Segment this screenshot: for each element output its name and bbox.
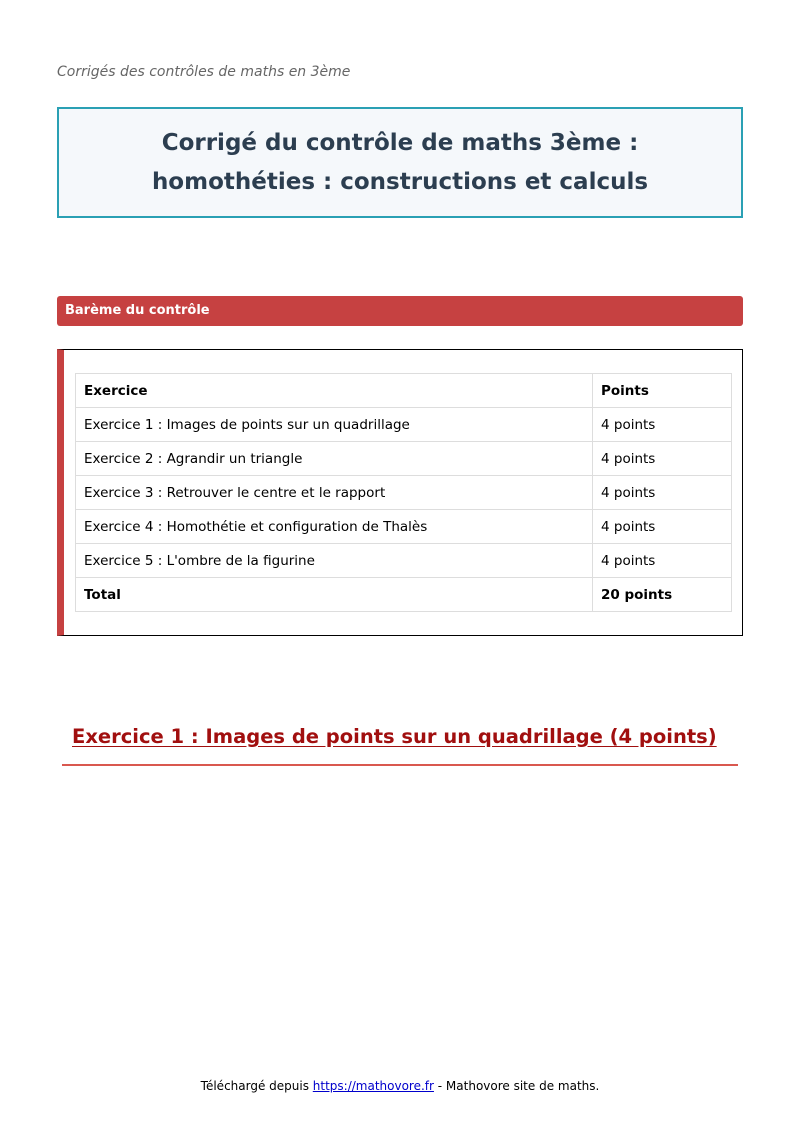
scale-table-container: [57, 349, 743, 636]
footer-link[interactable]: https://mathovore.fr: [312, 1079, 434, 1093]
table-row: [76, 408, 732, 442]
points-cell: 4 points: [593, 476, 732, 510]
points-cell: 4 points: [593, 408, 732, 442]
exercise-cell: Exercice 5 : L'ombre de la figurine: [76, 544, 593, 578]
running-header: Corrigés des contrôles de maths en 3ème: [57, 64, 351, 80]
column-header-exercise: Exercice: [76, 374, 593, 408]
title-box: [57, 107, 743, 218]
scale-section-header: Barème du contrôle: [57, 296, 743, 326]
table-row: [76, 510, 732, 544]
total-label-cell: Total: [76, 578, 593, 612]
table-row: [76, 442, 732, 476]
exercise-cell: Exercice 2 : Agrandir un triangle: [76, 442, 593, 476]
page-footer: [0, 1079, 800, 1093]
table-row: [76, 476, 732, 510]
points-cell: 4 points: [593, 544, 732, 578]
table-row: [76, 544, 732, 578]
footer-suffix: - Mathovore site de maths.: [433, 1079, 600, 1093]
exercise-1-heading: Exercice 1 : Images de points sur un quadrillage (4 points): [72, 725, 717, 748]
points-cell: 4 points: [593, 442, 732, 476]
exercise-cell: Exercice 4 : Homothétie et configuration de Thalès: [76, 510, 593, 544]
scale-table: [75, 373, 732, 612]
table-total-row: [76, 578, 732, 612]
column-header-points: Points: [593, 374, 732, 408]
footer-prefix: Téléchargé depuis: [200, 1079, 313, 1093]
page-title: Corrigé du contrôle de maths 3ème : homothéties : constructions et calculs: [151, 129, 649, 195]
exercise-cell: Exercice 1 : Images de points sur un quadrillage: [76, 408, 593, 442]
exercise-cell: Exercice 3 : Retrouver le centre et le rapport: [76, 476, 593, 510]
total-points-cell: 20 points: [593, 578, 732, 612]
exercise-heading-divider: [62, 764, 738, 766]
points-cell: 4 points: [593, 510, 732, 544]
table-header-row: [76, 374, 732, 408]
